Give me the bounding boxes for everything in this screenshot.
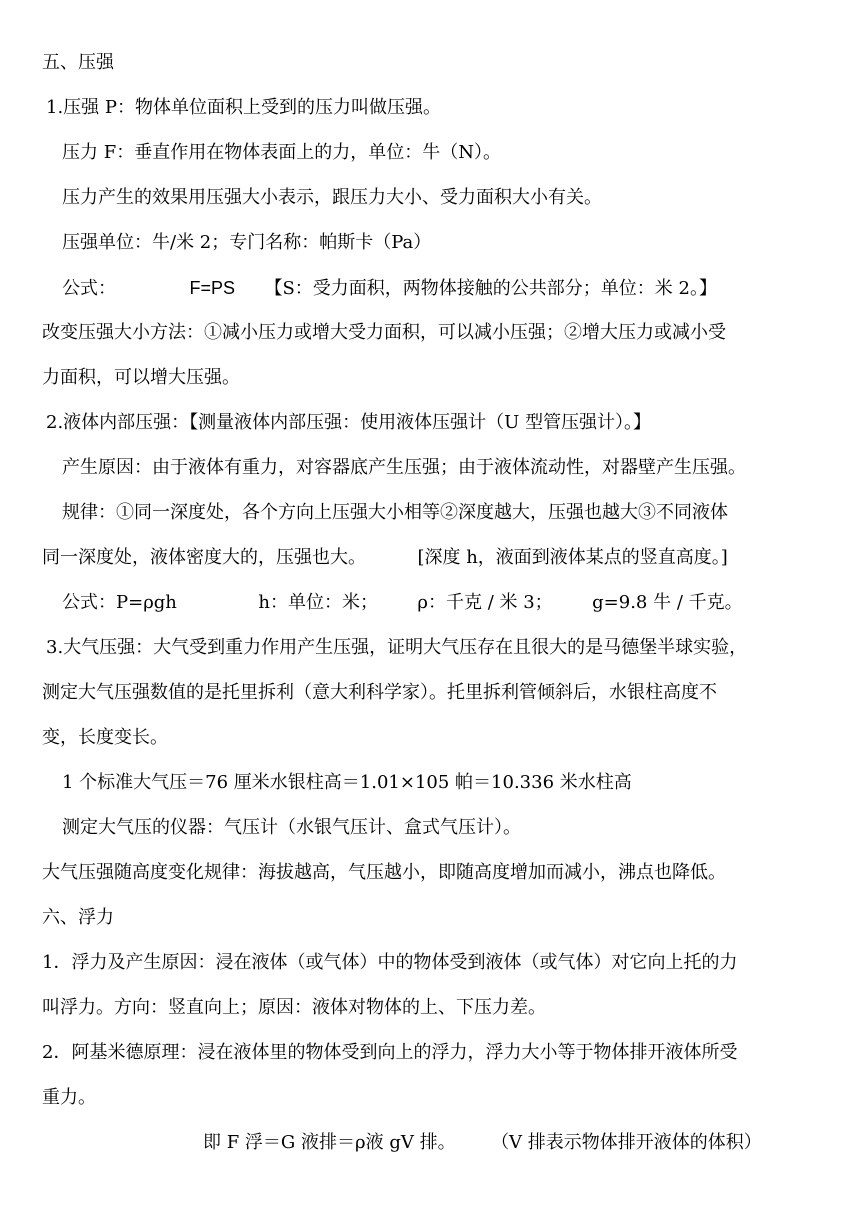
- liquid-pressure-cause: 产生原因：由于液体有重力，对容器底产生压强；由于液体流动性，对器壁产生压强。: [62, 457, 746, 478]
- formula-note: 【S：受力面积，两物体接触的公共部分；单位：米 2。】: [264, 278, 717, 299]
- formula-fps: F=PS: [189, 278, 235, 298]
- archimedes-line-a: 2．阿基米德原理：浸在液体里的物体受到向上的浮力，浮力大小等于物体排开液体所受: [42, 1042, 738, 1063]
- liquid-pressure-formula-line: [62, 591, 743, 615]
- liquid-pressure-rule-b: 同一深度处，液体密度大的，压强也大。: [42, 547, 366, 568]
- force-definition: 压力 F：垂直作用在物体表面上的力，单位：牛（N）。: [62, 142, 501, 163]
- pressure-definition: 1.压强 P：物体单位面积上受到的压力叫做压强。: [46, 97, 442, 118]
- h-unit: h：单位：米；: [258, 592, 378, 613]
- liquid-pressure-rule-a: 规律：①同一深度处，各个方向上压强大小相等②深度越大，压强也越大③不同液体: [62, 502, 728, 523]
- buoyancy-cause-line-a: 1．浮力及产生原因：浸在液体（或气体）中的物体受到液体（或气体）对它向上托的力: [42, 952, 738, 973]
- liquid-pressure-title: 2.液体内部压强：【测量液体内部压强：使用液体压强计（U 型管压强计）。】: [46, 412, 652, 433]
- section5-heading: 五、压强: [42, 52, 114, 73]
- atmospheric-pressure-line-a: 3.大气压强：大气受到重力作用产生压强，证明大气压存在且很大的是马德堡半球实验，: [46, 637, 748, 658]
- liquid-formula: 公式：P=ρgh: [62, 592, 177, 613]
- archimedes-note: （V 排表示物体排开液体的体积）: [491, 1132, 762, 1153]
- pressure-effect: 压力产生的效果用压强大小表示，跟压力大小、受力面积大小有关。: [62, 187, 602, 208]
- archimedes-line-b: 重力。: [42, 1087, 96, 1108]
- altitude-rule: 大气压强随高度变化规律：海拔越高，气压越小，即随高度增加而减小，沸点也降低。: [42, 862, 726, 883]
- archimedes-formula: 即 F 浮＝G 液排＝ρ液 gV 排。: [203, 1132, 456, 1153]
- pressure-formula-line: [62, 276, 717, 300]
- buoyancy-cause-line-b: 叫浮力。方向：竖直向上；原因：液体对物体的上、下压力差。: [42, 997, 546, 1018]
- rho-unit: ρ：千克 / 米 3；: [417, 592, 553, 613]
- formula-label: 公式：: [62, 278, 116, 299]
- pressure-unit: 压强单位：牛/米 2；专门名称：帕斯卡（Pa）: [62, 232, 432, 253]
- standard-atmosphere: 1 个标准大气压＝76 厘米水银柱高＝1.01×105 帕＝10.336 米水柱高: [62, 772, 632, 793]
- barometer-instrument: 测定大气压的仪器：气压计（水银气压计、盒式气压计）。: [62, 817, 521, 838]
- atmospheric-pressure-line-c: 变，长度变长。: [42, 727, 168, 748]
- change-pressure-line-b: 力面积，可以增大压强。: [42, 367, 240, 388]
- g-value: g=9.8 牛 / 千克。: [592, 592, 743, 613]
- archimedes-formula-line: [203, 1131, 762, 1155]
- depth-note: [深度 h，液面到液体某点的竖直高度。]: [417, 547, 728, 568]
- change-pressure-line-a: 改变压强大小方法：①减小压力或增大受力面积，可以减小压强；②增大压力或减小受: [42, 322, 726, 343]
- section6-heading: 六、浮力: [42, 907, 114, 928]
- atmospheric-pressure-line-b: 测定大气压强数值的是托里拆利（意大利科学家）。托里拆利管倾斜后，水银柱高度不: [42, 682, 717, 703]
- liquid-pressure-rule-b-line: [42, 546, 728, 570]
